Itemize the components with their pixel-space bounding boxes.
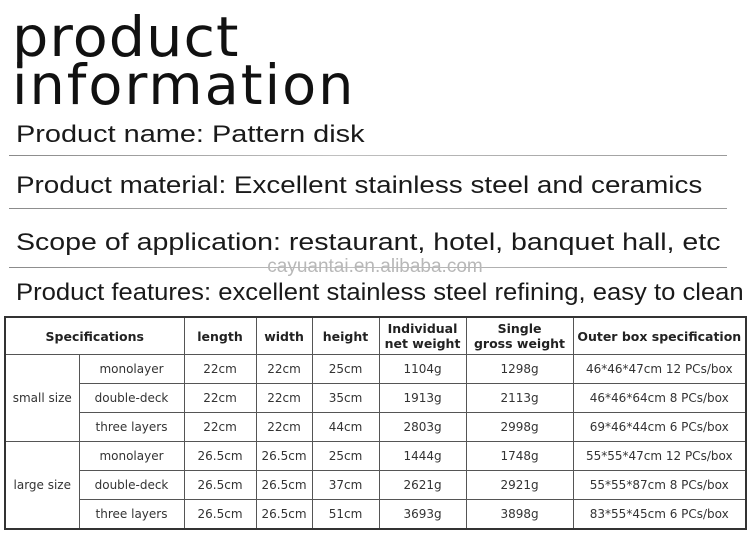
cell-net-weight: 2621g [379,471,466,500]
cell-gross-weight: 1298g [466,355,573,384]
cell-type: three layers [79,413,184,442]
cell-outer-box: 83*55*45cm 6 PCs/box [573,500,746,530]
table-row [5,442,746,471]
cell-outer-box: 55*55*47cm 12 PCs/box [573,442,746,471]
cell-type: monolayer [79,442,184,471]
product-features: Product features: excellent stainless steel refining, easy to clean [16,279,744,306]
cell-gross-weight: 2113g [466,384,573,413]
table-row [5,355,746,384]
product-name: Product name: Pattern disk [16,121,365,148]
cell-gross-weight: 1748g [466,442,573,471]
cell-outer-box: 55*55*87cm 8 PCs/box [573,471,746,500]
group-small-size: small size [5,355,79,442]
divider [9,155,727,156]
page-title-line-1: product [12,5,240,69]
cell-height: 37cm [312,471,379,500]
group-large-size: large size [5,442,79,530]
cell-gross-weight: 2998g [466,413,573,442]
cell-gross-weight: 2921g [466,471,573,500]
watermark: cayuantai.en.alibaba.com [267,256,483,277]
cell-net-weight: 3693g [379,500,466,530]
header-outer-box: Outer box specification [573,317,746,355]
cell-length: 22cm [184,413,256,442]
cell-width: 26.5cm [256,471,312,500]
cell-height: 51cm [312,500,379,530]
cell-length: 26.5cm [184,442,256,471]
cell-width: 22cm [256,384,312,413]
cell-length: 26.5cm [184,500,256,530]
cell-width: 22cm [256,355,312,384]
cell-height: 44cm [312,413,379,442]
table-row [5,384,746,413]
table-row [5,500,746,530]
header-length: length [184,317,256,355]
cell-length: 22cm [184,384,256,413]
product-material: Product material: Excellent stainless steel and ceramics [16,172,703,199]
cell-length: 22cm [184,355,256,384]
cell-type: double-deck [79,384,184,413]
scope-of-application: Scope of application: restaurant, hotel, banquet hall, etc [16,229,721,256]
cell-width: 26.5cm [256,442,312,471]
cell-height: 25cm [312,355,379,384]
cell-type: monolayer [79,355,184,384]
cell-net-weight: 1913g [379,384,466,413]
cell-net-weight: 1104g [379,355,466,384]
specification-table [4,316,747,530]
cell-outer-box: 46*46*64cm 8 PCs/box [573,384,746,413]
table-row [5,471,746,500]
header-specifications: Specifications [5,317,184,355]
cell-length: 26.5cm [184,471,256,500]
cell-width: 26.5cm [256,500,312,530]
header-height: height [312,317,379,355]
page-title-line-2: information [12,53,356,117]
cell-net-weight: 2803g [379,413,466,442]
header-width: width [256,317,312,355]
divider [9,208,727,209]
cell-height: 25cm [312,442,379,471]
cell-width: 22cm [256,413,312,442]
cell-gross-weight: 3898g [466,500,573,530]
header-gross-weight: Single gross weight [466,317,573,355]
cell-outer-box: 46*46*47cm 12 PCs/box [573,355,746,384]
cell-type: double-deck [79,471,184,500]
cell-net-weight: 1444g [379,442,466,471]
table-row [5,413,746,442]
header-net-weight: Individual net weight [379,317,466,355]
cell-outer-box: 69*46*44cm 6 PCs/box [573,413,746,442]
cell-type: three layers [79,500,184,530]
cell-height: 35cm [312,384,379,413]
table-header-row [5,317,746,355]
